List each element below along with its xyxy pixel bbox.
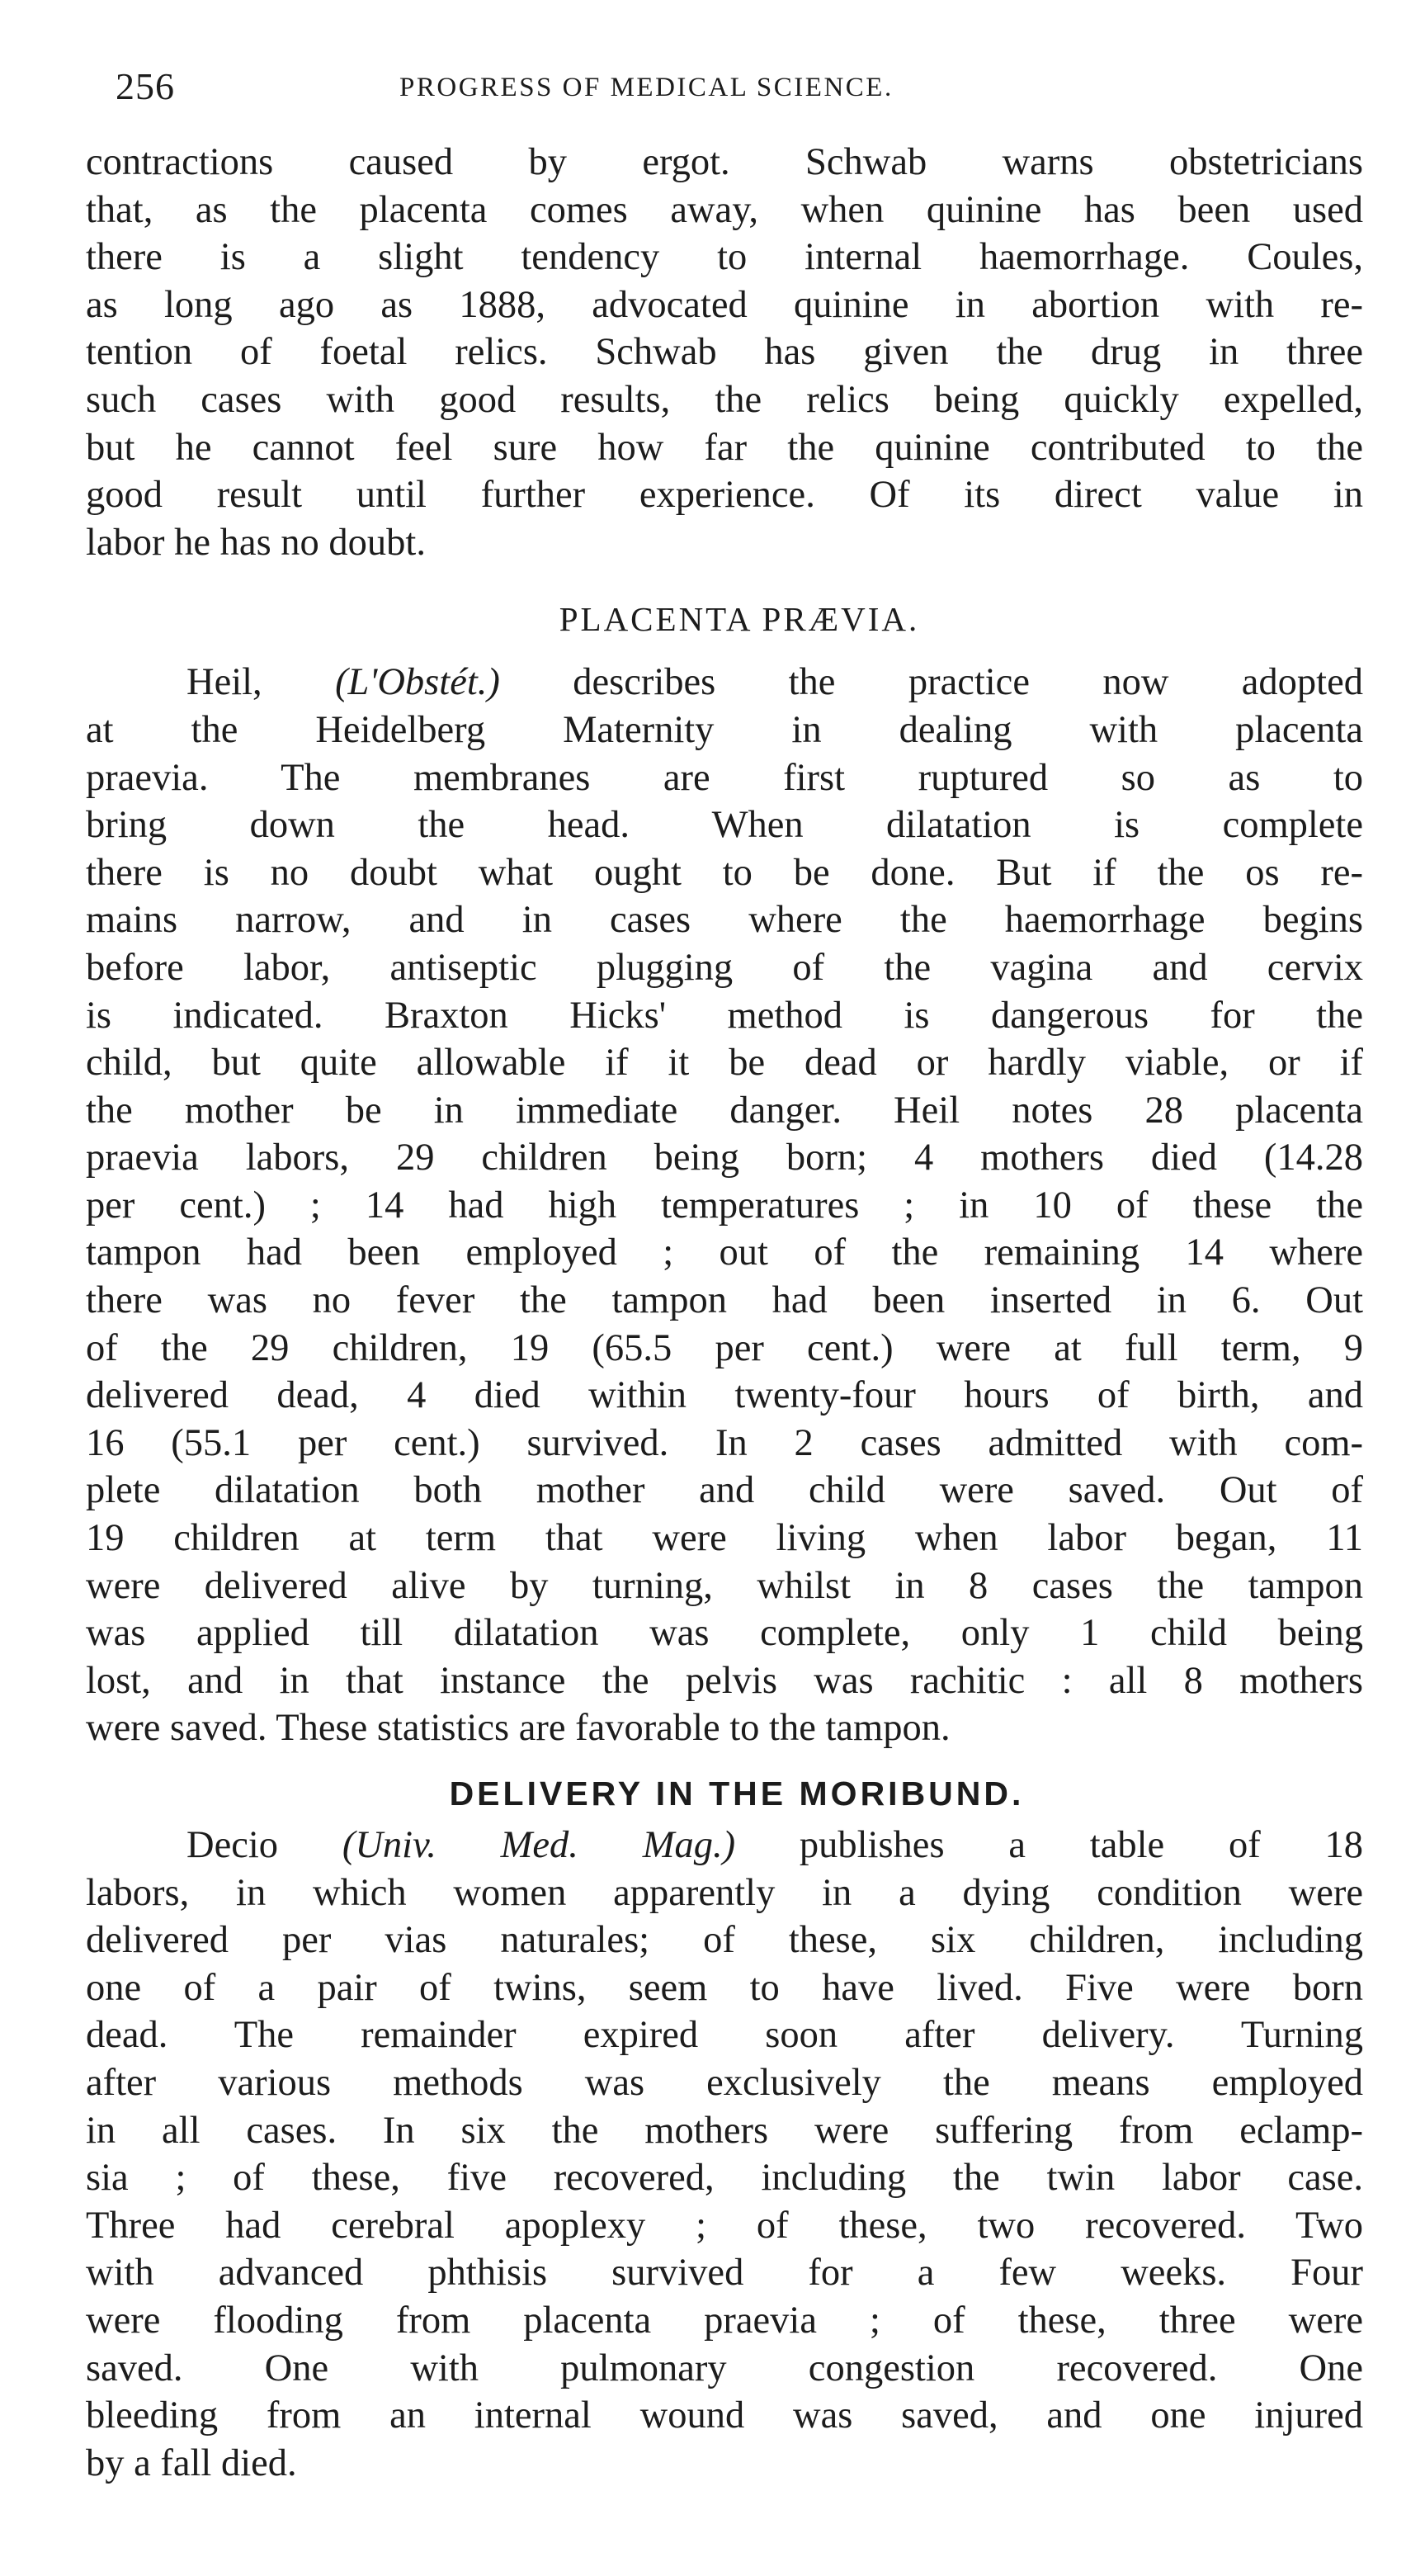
text-line: was applied till dilatation was complete, only 1 child being: [86, 1612, 1363, 1655]
section-heading-placenta-praevia: PLACENTA PRÆVIA.: [559, 600, 920, 639]
text-line: plete dilatation both mother and child were saved. Out of: [86, 1469, 1363, 1512]
text-line: were flooding from placenta praevia ; of these, three were: [86, 2299, 1363, 2342]
citation-italic: (Univ. Med. Mag.): [342, 1824, 736, 1866]
text-line: in all cases. In six the mothers were suffering from eclamp-: [86, 2109, 1363, 2152]
text-line: sia ; of these, five recovered, including the twin labor case.: [86, 2157, 1363, 2200]
text-line: such cases with good results, the relics being quickly expelled,: [86, 378, 1363, 421]
text-line: before labor, antiseptic plugging of the vagina and cervix: [86, 946, 1363, 989]
paragraph-ergot-quinine: [86, 139, 1363, 566]
text-rest: publishes a table of 18: [735, 1824, 1363, 1866]
text-line: labors, in which women apparently in a dying condition were: [86, 1871, 1363, 1914]
text-line: there is a slight tendency to internal haemorrhage. Coules,: [86, 236, 1363, 279]
text-line: [86, 659, 1363, 707]
text-line: 19 children at term that were living when labor began, 11: [86, 1517, 1363, 1560]
text-line: labor he has no doubt.: [86, 521, 426, 564]
text-line: dead. The remainder expired soon after delivery. Turning: [86, 2014, 1363, 2057]
text-line: delivered dead, 4 died within twenty-four hours of birth, and: [86, 1374, 1363, 1417]
text-line: Three had cerebral apoplexy ; of these, two recovered. Two: [86, 2204, 1363, 2247]
text-line: after various methods was exclusively the means employed: [86, 2061, 1363, 2104]
text-line: contractions caused by ergot. Schwab warns obstetricians: [86, 141, 1363, 183]
text-line: by a fall died.: [86, 2441, 297, 2484]
text-line: delivered per vias naturales; of these, six children, including: [86, 1919, 1363, 1962]
text-line: praevia. The membranes are first ruptured so as to: [86, 756, 1363, 799]
text-line: praevia labors, 29 children being born; 4 mothers died (14.28: [86, 1137, 1363, 1179]
running-head: [86, 64, 1363, 124]
text-rest: describes the practice now adopted: [499, 661, 1363, 704]
text-line: per cent.) ; 14 had high temperatures ; in 10 of these the: [86, 1184, 1363, 1227]
text-line: that, as the placenta comes away, when quinine has been used: [86, 188, 1363, 231]
text-line: good result until further experience. Of its direct value in: [86, 474, 1363, 517]
text-line: as long ago as 1888, advocated quinine in abortion with re-: [86, 283, 1363, 326]
paragraph-placenta-praevia: [86, 659, 1363, 1752]
text-line: mains narrow, and in cases where the haemorrhage begins: [86, 899, 1363, 942]
text-line: [86, 1822, 1363, 1869]
text-line: but he cannot feel sure how far the quinine contributed to the: [86, 426, 1363, 469]
section-heading-text: DELIVERY IN THE MORIBUND.: [449, 1775, 1025, 1813]
running-title: PROGRESS OF MEDICAL SCIENCE.: [399, 73, 894, 102]
text-line: at the Heidelberg Maternity in dealing with placenta: [86, 708, 1363, 751]
section-heading-delivery-moribund: [86, 1774, 1363, 1813]
text-line: were saved. These statistics are favorable to the tampon.: [86, 1707, 951, 1750]
citation-italic: (L'Obstét.): [335, 661, 500, 704]
text-line: of the 29 children, 19 (65.5 per cent.) were at full term, 9: [86, 1326, 1363, 1369]
text-line: bring down the head. When dilatation is complete: [86, 804, 1363, 847]
text-line: with advanced phthisis survived for a few weeks. Four: [86, 2252, 1363, 2295]
book-page: [86, 64, 1363, 2487]
paragraph-delivery-moribund: [86, 1822, 1363, 2487]
text-line: tention of foetal relics. Schwab has given the drug in three: [86, 331, 1363, 374]
text-line: child, but quite allowable if it be dead or hardly viable, or if: [86, 1042, 1363, 1085]
text-line: 16 (55.1 per cent.) survived. In 2 cases admitted with com-: [86, 1421, 1363, 1464]
text-line: there is no doubt what ought to be done. But if the os re-: [86, 851, 1363, 894]
text-lead: Decio: [186, 1824, 342, 1866]
text-line: one of a pair of twins, seem to have lived. Five were born: [86, 1966, 1363, 2009]
text-line: saved. One with pulmonary congestion recovered. One: [86, 2347, 1363, 2389]
text-line: lost, and in that instance the pelvis was rachitic : all 8 mothers: [86, 1659, 1363, 1702]
text-line: bleeding from an internal wound was saved, and one injured: [86, 2394, 1363, 2437]
text-line: there was no fever the tampon had been inserted in 6. Out: [86, 1279, 1363, 1322]
text-line: the mother be in immediate danger. Heil notes 28 placenta: [86, 1089, 1363, 1132]
text-lead: Heil,: [186, 661, 336, 704]
text-line: tampon had been employed ; out of the remaining 14 where: [86, 1231, 1363, 1274]
text-line: is indicated. Braxton Hicks' method is dangerous for the: [86, 994, 1363, 1037]
page-number: 256: [116, 65, 175, 107]
text-line: were delivered alive by turning, whilst in 8 cases the tampon: [86, 1564, 1363, 1607]
